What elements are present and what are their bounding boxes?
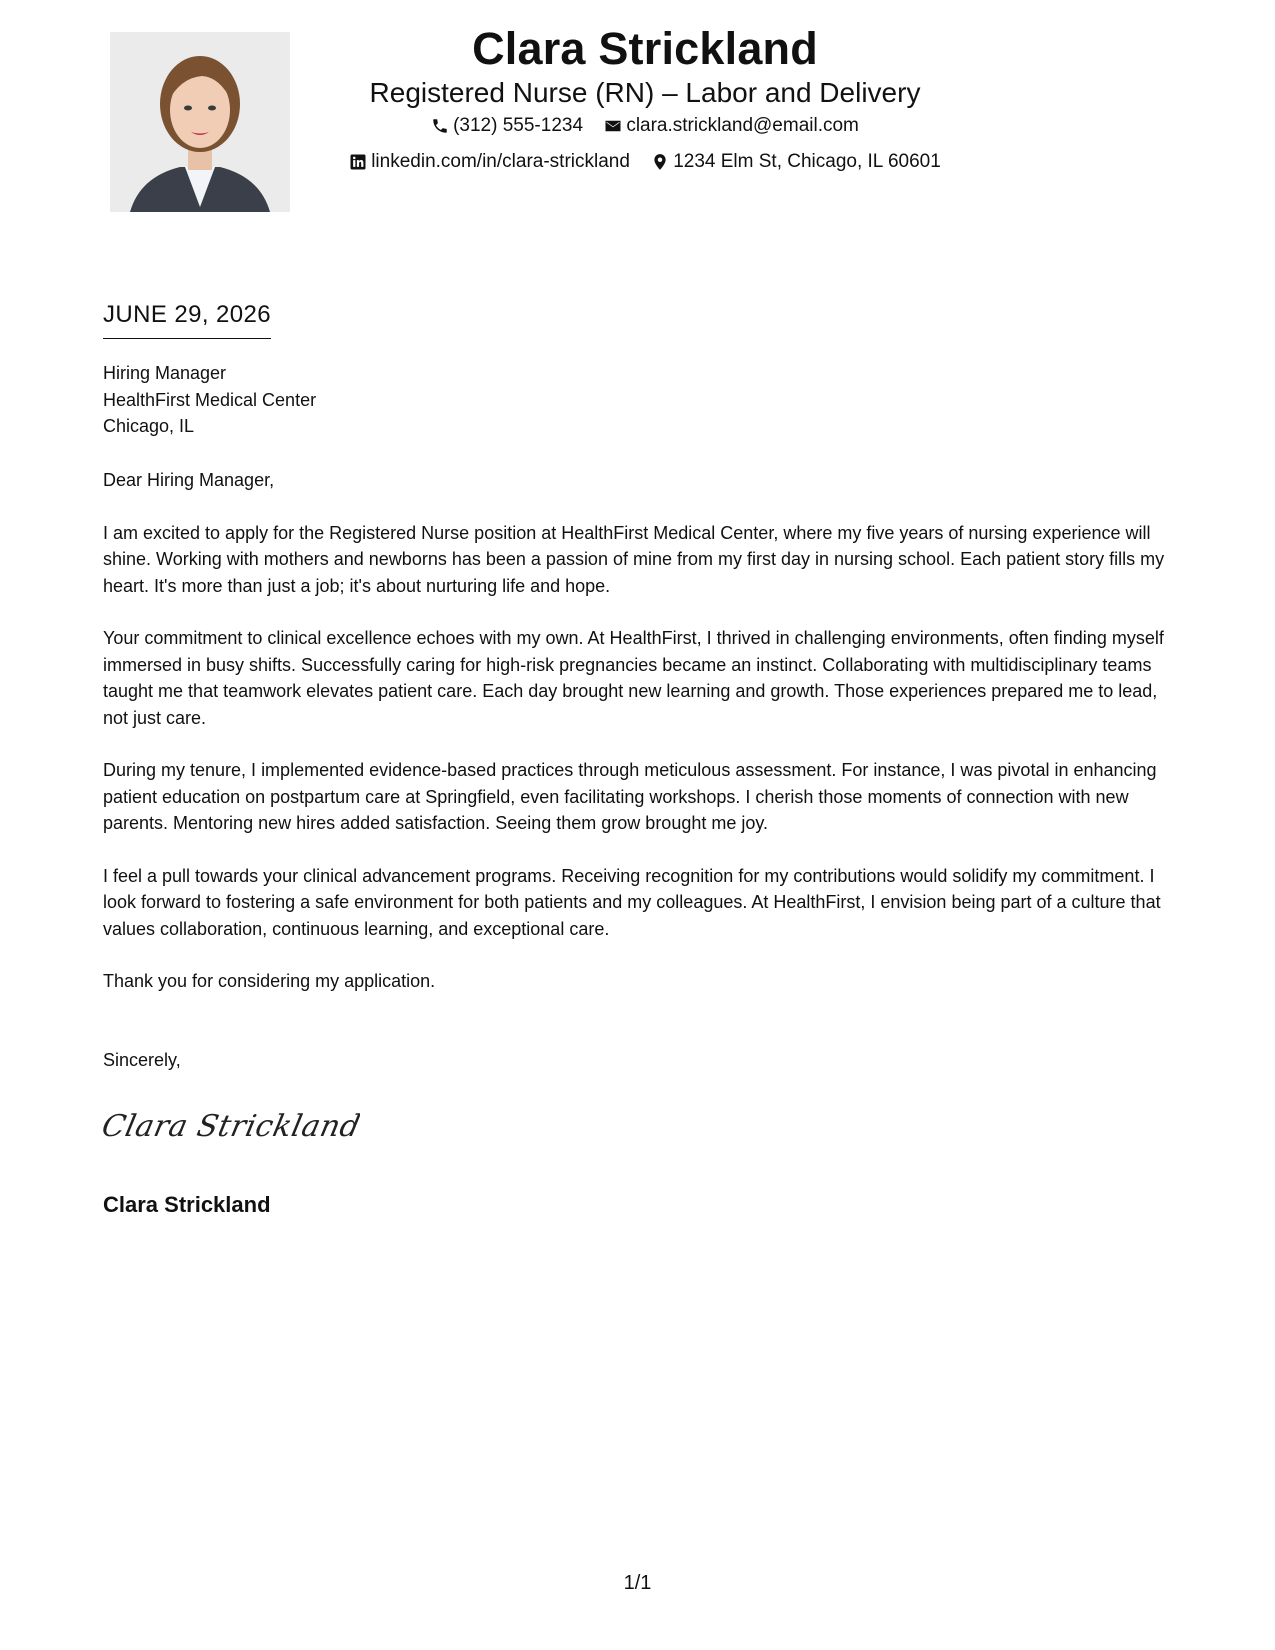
recipient-block bbox=[103, 360, 316, 440]
address-contact bbox=[651, 146, 941, 178]
address-text: 1234 Elm St, Chicago, IL 60601 bbox=[673, 151, 941, 172]
letter-header bbox=[320, 22, 970, 182]
linkedin-text[interactable]: linkedin.com/in/clara-strickland bbox=[371, 151, 630, 172]
phone-text: (312) 555-1234 bbox=[453, 115, 584, 136]
phone-contact bbox=[431, 110, 583, 142]
thanks-line: Thank you for considering my application. bbox=[103, 971, 436, 991]
email-text[interactable]: clara.strickland@email.com bbox=[626, 115, 859, 136]
paragraph: I am excited to apply for the Registered Nurse position at HealthFirst Medical Center, where my five years of nursing experience will shine. Working with mothers and newborns has been a passion of mine from my first day in nursing school. Each patient story fills my heart. It's more than just a job; it's about nurturing life and hope. bbox=[103, 522, 1165, 596]
paragraph: During my tenure, I implemented evidence-based practices through meticulous assessment. For instance, I was pivotal in enhancing patient education on postpartum care at Springfield, even facilitating workshops. I cherish those moments of connection with new parents. Mentoring new hires added satisfaction. Seeing them grow brought me joy. bbox=[103, 760, 1157, 833]
page-number: 1/1 bbox=[623, 1572, 652, 1594]
envelope-icon bbox=[604, 117, 622, 135]
signed-name: Clara Strickland bbox=[103, 1192, 271, 1217]
paragraph: I feel a pull towards your clinical advancement programs. Receiving recognition for my contributions would solidify my commitment. I look forward to fostering a safe environment for both patients and my colleagues. At HealthFirst, I envision being part of a culture that values collaboration, continuous learning, and exceptional care. bbox=[103, 865, 1161, 939]
letter-date: JUNE 29, 2026 bbox=[103, 300, 271, 339]
recipient-organization: HealthFirst Medical Center bbox=[103, 389, 317, 410]
letter-body bbox=[103, 467, 1173, 1021]
contact-line-1 bbox=[320, 110, 970, 146]
handwritten-signature bbox=[100, 1100, 360, 1155]
linkedin-icon bbox=[349, 153, 367, 171]
applicant-title: Registered Nurse (RN) – Labor and Delivery bbox=[369, 77, 921, 108]
paragraph: Your commitment to clinical excellence echoes with my own. At HealthFirst, I thrived in challenging environments, often finding myself immersed in busy shifts. Successfully caring for high-risk pregnancies became an instinct. Collaborating with multidisciplinary teams taught me that teamwork elevates patient care. Each day brought new learning and growth. Those experiences prepared me to lead, not just care. bbox=[103, 628, 1164, 728]
contact-line-2 bbox=[320, 146, 970, 182]
recipient-name: Hiring Manager bbox=[103, 363, 227, 383]
closing: Sincerely, bbox=[103, 1050, 181, 1070]
salutation: Dear Hiring Manager, bbox=[103, 470, 275, 490]
linkedin-contact[interactable] bbox=[349, 146, 630, 178]
profile-photo bbox=[110, 32, 290, 212]
map-pin-icon bbox=[651, 153, 669, 171]
applicant-name: Clara Strickland bbox=[472, 23, 818, 74]
recipient-location: Chicago, IL bbox=[103, 416, 195, 436]
phone-icon bbox=[431, 117, 449, 135]
email-contact[interactable] bbox=[604, 110, 859, 142]
svg-text:Clara Strickland: Clara Strickland bbox=[100, 1109, 360, 1144]
